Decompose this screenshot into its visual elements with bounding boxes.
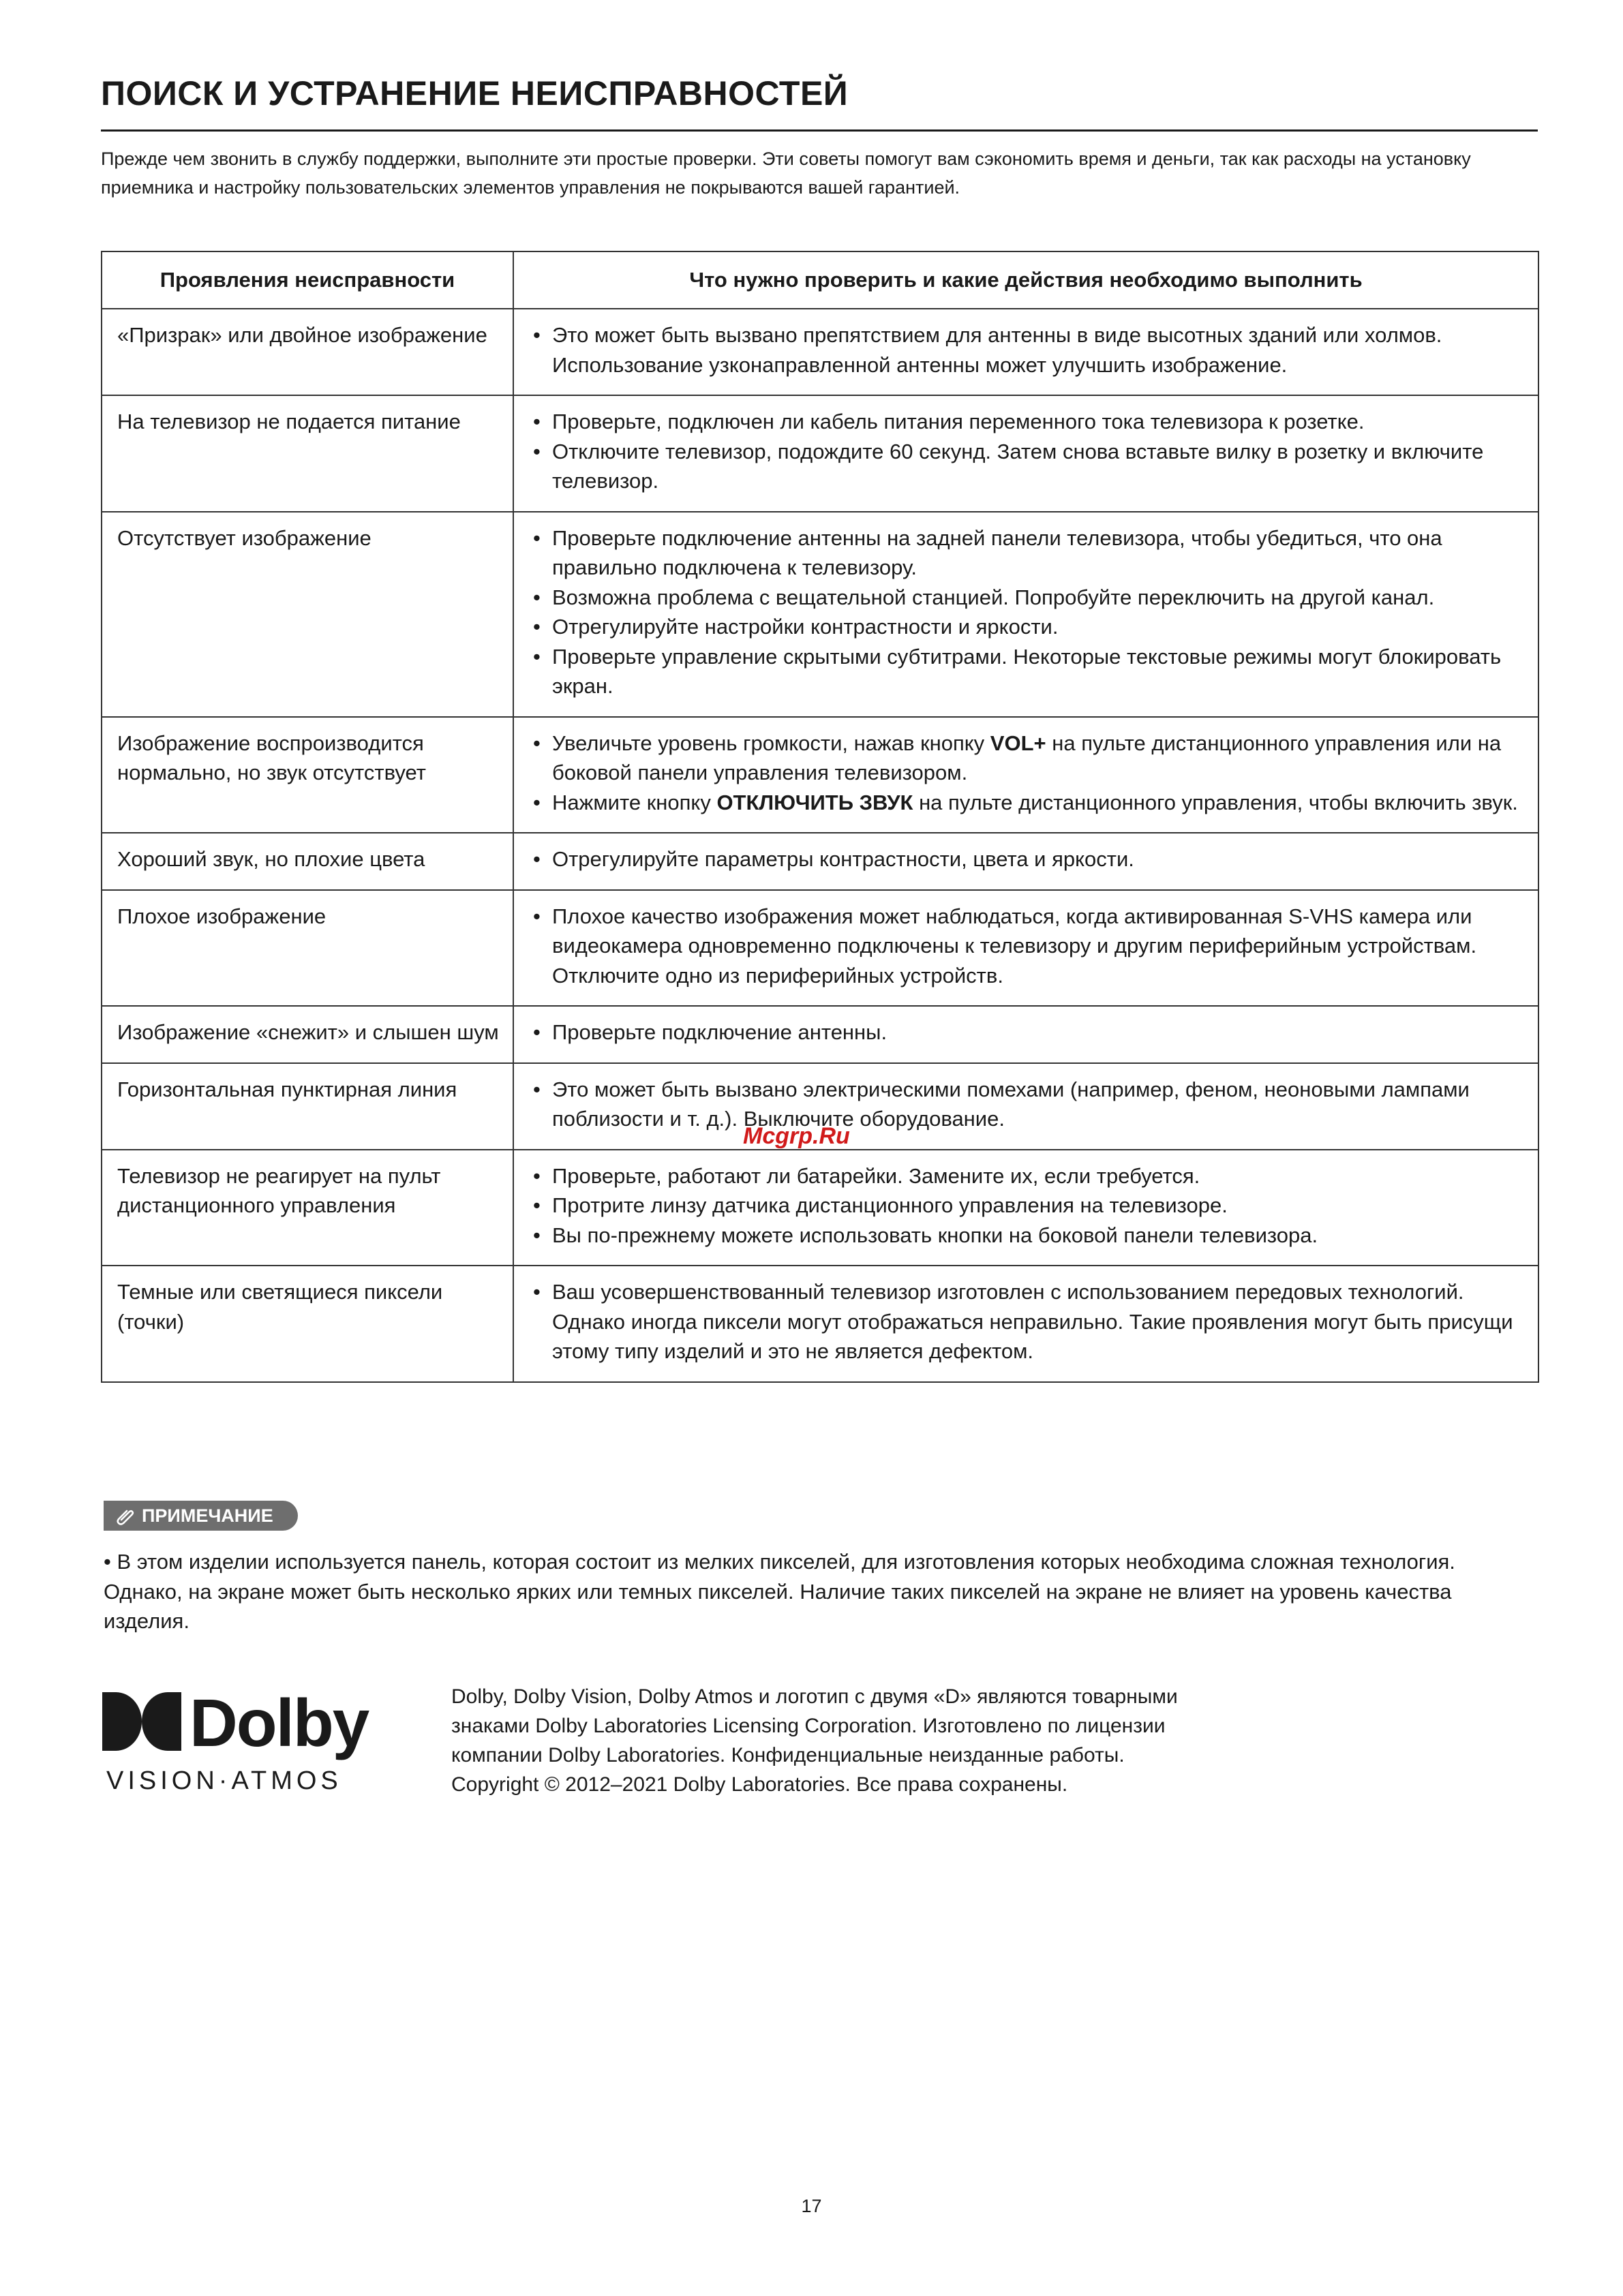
symptom-cell: На телевизор не подается питание [102,395,513,512]
symptom-cell: Отсутствует изображение [102,512,513,717]
table-row [102,833,1538,890]
symptom-cell: Плохое изображение [102,890,513,1007]
intro-paragraph: Прежде чем звонить в службу поддержки, выполните эти простые проверки. Эти советы помогут вам сэкономить время и деньги, так как расходы на установку приемника и настройку пользовательских элементов управления не покрываются вашей гарантией. [101,149,1471,198]
action-item: • Проверьте подключение антенны. [528,1017,1524,1047]
symptom-cell: Горизонтальная пунктирная линия [102,1063,513,1150]
action-column-header: Что нужно проверить и какие действия необходимо выполнить [513,251,1538,309]
action-item: • Плохое качество изображения может наблюдаться, когда активированная S-VHS камера или видеокамера одновременно подключены к телевизору и другим периферийным устройствам. Отключите одно из периферийных устройств. [528,902,1524,991]
double-d-icon [102,1692,181,1754]
action-item: • Вы по-прежнему можете использовать кнопки на боковой панели телевизора. [528,1221,1524,1251]
action-item: • Возможна проблема с вещательной станцией. Попробуйте переключить на другой канал. [528,583,1524,613]
vol-plus-key: VOL+ [990,731,1046,755]
dolby-wordmark: Dolby [189,1685,369,1760]
symptom-cell: Хороший звук, но плохие цвета [102,833,513,890]
action-item: • Нажмите кнопку ОТКЛЮЧИТЬ ЗВУК на пульте дистанционного управления, чтобы включить звук. [528,788,1524,818]
action-cell [513,890,1538,1007]
action-cell [513,833,1538,890]
action-item: • Это может быть вызвано электрическими помехами (например, феном, неоновыми лампами поблизости и т. д.). Выключите оборудование. [528,1075,1524,1134]
table-row [102,309,1538,395]
action-item: • Отключите телевизор, подождите 60 секунд. Затем снова вставьте вилку в розетку и включите телевизор. [528,437,1524,496]
symptom-cell: Изображение «снежит» и слышен шум [102,1006,513,1063]
action-item: • Ваш усовершенствованный телевизор изготовлен с использованием передовых технологий. Однако иногда пиксели могут отображаться неправильно. Такие проявления могут быть присущи этому типу изделий и это не является дефектом. [528,1277,1524,1366]
action-item: • Это может быть вызвано препятствием для антенны в виде высотных зданий или холмов. Использование узконаправленной антенны может улучшить изображение. [528,320,1524,380]
action-item: • Проверьте подключение антенны на задней панели телевизора, чтобы убедиться, что она правильно подключена к телевизору. [528,523,1524,583]
action-cell [513,717,1538,833]
table-header-row [102,251,1538,309]
action-item: • Протрите линзу датчика дистанционного управления на телевизоре. [528,1191,1524,1221]
table-row [102,890,1538,1007]
symptom-column-header: Проявления неисправности [102,251,513,309]
page-number: 17 [801,2196,822,2216]
note-text: • В этом изделии используется панель, которая состоит из мелких пикселей, для изготовления которых необходима сложная технология. Однако, на экране может быть несколько ярких или темных пикселей. Наличие таких пикселей на экране не влияет на уровень качества изделия. [104,1550,1455,1633]
table-row [102,717,1538,833]
action-item: • Отрегулируйте настройки контрастности и яркости. [528,612,1524,642]
action-cell [513,512,1538,717]
action-cell [513,1006,1538,1063]
action-item: • Проверьте управление скрытыми субтитрами. Некоторые текстовые режимы могут блокировать экран. [528,642,1524,701]
troubleshooting-table [101,251,1539,1383]
table-row [102,512,1538,717]
symptom-cell: Темные или светящиеся пиксели (точки) [102,1266,513,1382]
action-cell [513,1063,1538,1150]
table-row [102,1266,1538,1382]
table-row [102,1150,1538,1266]
title-underline [101,129,1538,132]
paperclip-icon [116,1506,135,1525]
action-cell [513,1266,1538,1382]
action-item: • Отрегулируйте параметры контрастности, цвета и яркости. [528,844,1524,874]
action-cell [513,309,1538,395]
dolby-vision-atmos-logo [102,1685,375,1796]
symptom-cell: Телевизор не реагирует на пульт дистанционного управления [102,1150,513,1266]
action-cell [513,1150,1538,1266]
table-row [102,395,1538,512]
dolby-sublabel: VISION·ATMOS [106,1766,342,1795]
action-item: • Увеличьте уровень громкости, нажав кнопку VOL+ на пульте дистанционного управления или на боковой панели управления телевизором. [528,729,1524,788]
note-badge [104,1501,298,1531]
watermark: Mcgrp.Ru [743,1123,850,1149]
table-row [102,1006,1538,1063]
action-item: • Проверьте, подключен ли кабель питания переменного тока телевизора к розетке. [528,407,1524,437]
symptom-cell: Изображение воспроизводится нормально, но звук отсутствует [102,717,513,833]
mute-key: ОТКЛЮЧИТЬ ЗВУК [716,790,913,814]
note-badge-label: ПРИМЕЧАНИЕ [142,1505,273,1526]
action-cell [513,395,1538,512]
action-item: • Проверьте, работают ли батарейки. Замените их, если требуется. [528,1161,1524,1191]
page-title: ПОИСК И УСТРАНЕНИЕ НЕИСПРАВНОСТЕЙ [101,74,849,112]
symptom-cell: «Призрак» или двойное изображение [102,309,513,395]
dolby-trademark-notice: Dolby, Dolby Vision, Dolby Atmos и логотип с двумя «D» являются товарными знаками Dolby Laboratories Licensing Corporation. Изготовлено по лицензии компании Dolby Laboratories. Конфиденциальные неизданные работы. Copyright © 2012–2021 Dolby Laboratories. Все права сохранены. [451,1685,1178,1796]
